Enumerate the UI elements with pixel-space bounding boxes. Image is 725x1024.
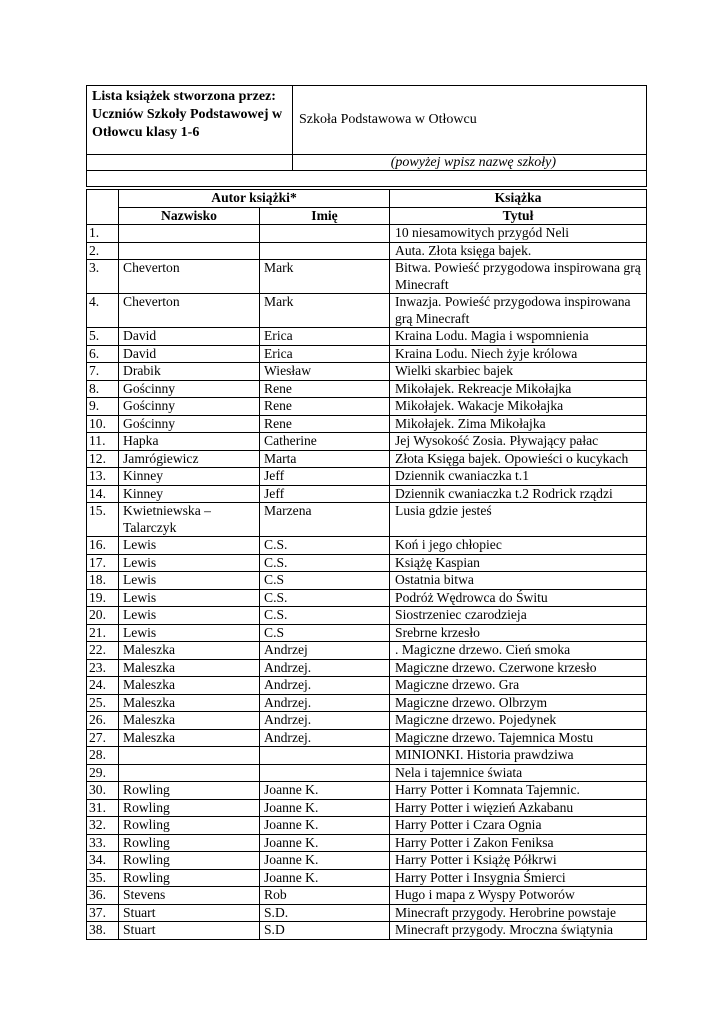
spacer-row (87, 171, 647, 187)
author-first-name: Rene (260, 398, 390, 416)
author-first-name (260, 242, 390, 260)
author-first-name: Joanne K. (260, 869, 390, 887)
surname-header: Nazwisko (119, 207, 260, 225)
book-title: Książę Kaspian (390, 554, 647, 572)
author-first-name: Rene (260, 380, 390, 398)
table-row (87, 537, 647, 555)
row-number: 9. (87, 398, 119, 416)
author-first-name: C.S (260, 572, 390, 590)
author-first-name: Rene (260, 415, 390, 433)
school-name: Szkoła Podstawowa w Otłowcu (293, 86, 647, 155)
author-first-name: C.S. (260, 554, 390, 572)
book-title: Kraina Lodu. Magia i wspomnienia (390, 328, 647, 346)
list-author-label: Lista książek stworzona przez: Uczniów Szkoły Podstawowej w Otłowcu klasy 1-6 (87, 86, 293, 155)
table-row (87, 485, 647, 503)
book-title: Harry Potter i Komnata Tajemnic. (390, 782, 647, 800)
book-title: Podróż Wędrowca do Świtu (390, 589, 647, 607)
table-row (87, 415, 647, 433)
row-number: 4. (87, 294, 119, 328)
author-first-name: Mark (260, 294, 390, 328)
table-row (87, 922, 647, 940)
book-title: Mikołajek. Wakacje Mikołajka (390, 398, 647, 416)
table-row (87, 345, 647, 363)
book-title: Auta. Złota księga bajek. (390, 242, 647, 260)
book-title: Kraina Lodu. Niech żyje królowa (390, 345, 647, 363)
table-row (87, 694, 647, 712)
row-number: 11. (87, 433, 119, 451)
book-title: Jej Wysokość Zosia. Pływający pałac (390, 433, 647, 451)
author-first-name: Marzena (260, 503, 390, 537)
author-surname: Kwietniewska – Talarczyk (119, 503, 260, 537)
book-title: Harry Potter i Zakon Feniksa (390, 834, 647, 852)
table-row (87, 294, 647, 328)
author-first-name: S.D. (260, 904, 390, 922)
row-number: 3. (87, 260, 119, 294)
author-first-name: S.D (260, 922, 390, 940)
table-row (87, 260, 647, 294)
table-row (87, 869, 647, 887)
book-title: Magiczne drzewo. Pojedynek (390, 712, 647, 730)
row-number: 32. (87, 817, 119, 835)
table-row (87, 398, 647, 416)
row-number: 26. (87, 712, 119, 730)
author-surname: Lewis (119, 554, 260, 572)
author-surname: Drabik (119, 363, 260, 381)
table-row (87, 468, 647, 486)
author-surname: Rowling (119, 869, 260, 887)
author-surname: Rowling (119, 834, 260, 852)
table-row (87, 764, 647, 782)
author-surname: Rowling (119, 799, 260, 817)
table-row (87, 659, 647, 677)
row-number: 27. (87, 729, 119, 747)
book-title: Magiczne drzewo. Czerwone krzesło (390, 659, 647, 677)
first-name-header: Imię (260, 207, 390, 225)
book-title: Inwazja. Powieść przygodowa inspirowana grą Minecraft (390, 294, 647, 328)
book-title: Harry Potter i Insygnia Śmierci (390, 869, 647, 887)
table-row (87, 817, 647, 835)
author-surname (119, 242, 260, 260)
author-surname: Rowling (119, 782, 260, 800)
author-first-name: Erica (260, 328, 390, 346)
book-title: Srebrne krzesło (390, 624, 647, 642)
row-number: 5. (87, 328, 119, 346)
table-row (87, 782, 647, 800)
row-number: 10. (87, 415, 119, 433)
row-number: 24. (87, 677, 119, 695)
author-surname: Maleszka (119, 712, 260, 730)
author-first-name: C.S. (260, 607, 390, 625)
table-row (87, 887, 647, 905)
title-header: Tytuł (390, 207, 647, 225)
author-surname: Jamrógiewicz (119, 450, 260, 468)
row-number: 34. (87, 852, 119, 870)
book-title: Harry Potter i Czara Ognia (390, 817, 647, 835)
author-surname (119, 225, 260, 243)
book-title: Hugo i mapa z Wyspy Potworów (390, 887, 647, 905)
table-row (87, 799, 647, 817)
row-number: 33. (87, 834, 119, 852)
table-row (87, 747, 647, 765)
table-row (87, 328, 647, 346)
table-row (87, 852, 647, 870)
author-surname: Maleszka (119, 677, 260, 695)
row-number: 1. (87, 225, 119, 243)
author-first-name: Marta (260, 450, 390, 468)
row-number: 21. (87, 624, 119, 642)
table-row (87, 729, 647, 747)
table-row (87, 712, 647, 730)
book-title: 10 niesamowitych przygód Neli (390, 225, 647, 243)
author-first-name: Joanne K. (260, 834, 390, 852)
row-number: 14. (87, 485, 119, 503)
author-surname: Stuart (119, 904, 260, 922)
table-row (87, 572, 647, 590)
book-title: Dziennik cwaniaczka t.1 (390, 468, 647, 486)
row-number: 36. (87, 887, 119, 905)
author-surname: Hapka (119, 433, 260, 451)
author-surname: Kinney (119, 468, 260, 486)
num-header (87, 190, 119, 225)
author-surname: Kinney (119, 485, 260, 503)
table-row (87, 607, 647, 625)
row-number: 23. (87, 659, 119, 677)
row-number: 29. (87, 764, 119, 782)
row-number: 17. (87, 554, 119, 572)
author-surname: Gościnny (119, 415, 260, 433)
table-row (87, 554, 647, 572)
book-title: Minecraft przygody. Mroczna świątynia (390, 922, 647, 940)
book-group-header: Książka (390, 190, 647, 208)
author-surname: David (119, 345, 260, 363)
book-title: Siostrzeniec czarodzieja (390, 607, 647, 625)
book-title: Magiczne drzewo. Olbrzym (390, 694, 647, 712)
book-title: Koń i jego chłopiec (390, 537, 647, 555)
author-surname: Cheverton (119, 260, 260, 294)
author-surname: Cheverton (119, 294, 260, 328)
books-table (86, 189, 647, 940)
author-surname: Lewis (119, 607, 260, 625)
table-row (87, 589, 647, 607)
author-first-name (260, 747, 390, 765)
table-row (87, 904, 647, 922)
table-row (87, 642, 647, 660)
table-row (87, 225, 647, 243)
book-title: Lusia gdzie jesteś (390, 503, 647, 537)
author-first-name: Catherine (260, 433, 390, 451)
book-title: MINIONKI. Historia prawdziwa (390, 747, 647, 765)
book-title: Złota Księga bajek. Opowieści o kucykach (390, 450, 647, 468)
author-first-name: Jeff (260, 485, 390, 503)
author-first-name: Erica (260, 345, 390, 363)
author-surname: Gościnny (119, 380, 260, 398)
book-title: Minecraft przygody. Herobrine powstaje (390, 904, 647, 922)
book-title: Harry Potter i więzień Azkabanu (390, 799, 647, 817)
row-number: 38. (87, 922, 119, 940)
author-surname: Lewis (119, 572, 260, 590)
author-surname: Gościnny (119, 398, 260, 416)
author-first-name: Andrzej. (260, 677, 390, 695)
author-surname (119, 747, 260, 765)
book-title: Dziennik cwaniaczka t.2 Rodrick rządzi (390, 485, 647, 503)
author-first-name: Mark (260, 260, 390, 294)
author-first-name: Jeff (260, 468, 390, 486)
school-name-hint: (powyżej wpisz nazwę szkoły) (293, 155, 647, 171)
book-title: Bitwa. Powieść przygodowa inspirowana grą Minecraft (390, 260, 647, 294)
book-rows (87, 225, 647, 940)
row-number: 28. (87, 747, 119, 765)
row-number: 30. (87, 782, 119, 800)
table-row (87, 503, 647, 537)
author-first-name: Wiesław (260, 363, 390, 381)
author-surname: Stuart (119, 922, 260, 940)
table-row (87, 450, 647, 468)
author-surname: Maleszka (119, 694, 260, 712)
book-title: Ostatnia bitwa (390, 572, 647, 590)
author-first-name (260, 764, 390, 782)
header-table (86, 85, 647, 187)
row-number: 8. (87, 380, 119, 398)
author-group-header: Autor książki* (119, 190, 390, 208)
row-number: 18. (87, 572, 119, 590)
author-first-name: C.S (260, 624, 390, 642)
author-first-name: Joanne K. (260, 852, 390, 870)
book-title: . Magiczne drzewo. Cień smoka (390, 642, 647, 660)
row-number: 37. (87, 904, 119, 922)
empty-cell (87, 155, 293, 171)
author-surname: Lewis (119, 589, 260, 607)
table-row (87, 242, 647, 260)
author-first-name: Andrzej. (260, 659, 390, 677)
row-number: 25. (87, 694, 119, 712)
book-title: Nela i tajemnice świata (390, 764, 647, 782)
author-first-name (260, 225, 390, 243)
row-number: 22. (87, 642, 119, 660)
row-number: 7. (87, 363, 119, 381)
author-first-name: Andrzej. (260, 729, 390, 747)
table-row (87, 380, 647, 398)
author-surname: Lewis (119, 537, 260, 555)
author-first-name: Rob (260, 887, 390, 905)
author-surname: Rowling (119, 817, 260, 835)
author-first-name: Andrzej (260, 642, 390, 660)
table-row (87, 834, 647, 852)
author-surname: Lewis (119, 624, 260, 642)
book-title: Magiczne drzewo. Tajemnica Mostu (390, 729, 647, 747)
table-row (87, 624, 647, 642)
author-surname: Maleszka (119, 642, 260, 660)
author-surname: Stevens (119, 887, 260, 905)
author-first-name: Joanne K. (260, 817, 390, 835)
author-first-name: C.S. (260, 589, 390, 607)
author-surname (119, 764, 260, 782)
author-first-name: Andrzej. (260, 712, 390, 730)
row-number: 6. (87, 345, 119, 363)
book-title: Mikołajek. Zima Mikołajka (390, 415, 647, 433)
author-first-name: Joanne K. (260, 782, 390, 800)
author-surname: Maleszka (119, 659, 260, 677)
book-title: Magiczne drzewo. Gra (390, 677, 647, 695)
book-title: Wielki skarbiec bajek (390, 363, 647, 381)
row-number: 2. (87, 242, 119, 260)
row-number: 12. (87, 450, 119, 468)
row-number: 31. (87, 799, 119, 817)
row-number: 15. (87, 503, 119, 537)
table-row (87, 433, 647, 451)
author-first-name: Andrzej. (260, 694, 390, 712)
author-first-name: Joanne K. (260, 799, 390, 817)
row-number: 13. (87, 468, 119, 486)
author-surname: Rowling (119, 852, 260, 870)
author-surname: David (119, 328, 260, 346)
book-title: Harry Potter i Książę Półkrwi (390, 852, 647, 870)
row-number: 20. (87, 607, 119, 625)
table-row (87, 677, 647, 695)
book-title: Mikołajek. Rekreacje Mikołajka (390, 380, 647, 398)
row-number: 16. (87, 537, 119, 555)
table-row (87, 363, 647, 381)
row-number: 19. (87, 589, 119, 607)
author-surname: Maleszka (119, 729, 260, 747)
row-number: 35. (87, 869, 119, 887)
author-first-name: C.S. (260, 537, 390, 555)
